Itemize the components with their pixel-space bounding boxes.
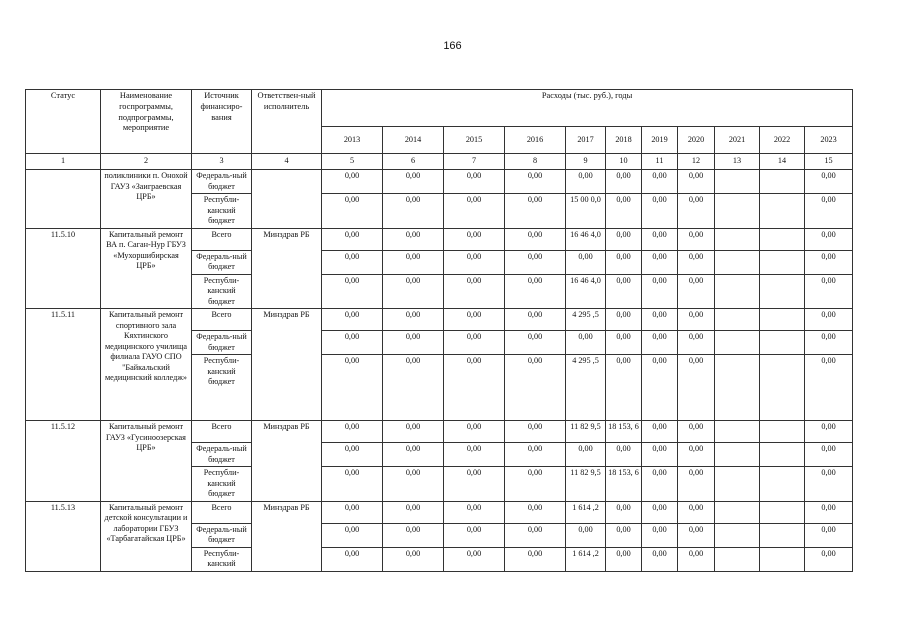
expense-value-cell bbox=[715, 194, 760, 229]
funding-source-cell: Федераль-ный бюджет bbox=[192, 443, 252, 467]
expense-value-cell bbox=[715, 250, 760, 274]
expense-value-cell: 0,00 bbox=[322, 355, 383, 421]
expense-value-cell: 0,00 bbox=[606, 194, 642, 229]
budget-table bbox=[25, 89, 853, 572]
expense-value-cell: 0,00 bbox=[322, 501, 383, 523]
expense-value-cell: 0,00 bbox=[642, 194, 678, 229]
expense-value-cell: 0,00 bbox=[678, 547, 715, 571]
table-row bbox=[26, 170, 853, 194]
expense-value-cell: 0,00 bbox=[383, 523, 444, 547]
expense-value-cell bbox=[715, 421, 760, 443]
expense-value-cell: 0,00 bbox=[444, 274, 505, 309]
expense-value-cell: 0,00 bbox=[678, 523, 715, 547]
expense-value-cell bbox=[760, 170, 805, 194]
expense-value-cell: 0,00 bbox=[678, 443, 715, 467]
header-year: 2018 bbox=[606, 127, 642, 154]
expense-value-cell: 4 295 ,5 bbox=[566, 309, 606, 331]
column-number: 2 bbox=[101, 154, 192, 170]
status-cell bbox=[26, 170, 101, 229]
expense-value-cell: 0,00 bbox=[805, 467, 853, 502]
expense-value-cell: 0,00 bbox=[805, 309, 853, 331]
expense-value-cell bbox=[715, 274, 760, 309]
column-number: 6 bbox=[383, 154, 444, 170]
expense-value-cell: 0,00 bbox=[678, 467, 715, 502]
expense-value-cell: 0,00 bbox=[642, 467, 678, 502]
expense-value-cell: 0,00 bbox=[642, 355, 678, 421]
header-executor: Ответствен-ный исполнитель bbox=[252, 90, 322, 154]
expense-value-cell: 0,00 bbox=[606, 250, 642, 274]
expense-value-cell: 0,00 bbox=[444, 250, 505, 274]
expense-value-cell: 0,00 bbox=[805, 170, 853, 194]
expense-value-cell: 0,00 bbox=[505, 170, 566, 194]
expense-value-cell bbox=[715, 523, 760, 547]
column-number: 9 bbox=[566, 154, 606, 170]
expense-value-cell: 0,00 bbox=[805, 355, 853, 421]
expense-value-cell bbox=[715, 170, 760, 194]
expense-value-cell: 0,00 bbox=[606, 501, 642, 523]
header-year: 2017 bbox=[566, 127, 606, 154]
expense-value-cell: 0,00 bbox=[805, 250, 853, 274]
expense-value-cell: 0,00 bbox=[642, 547, 678, 571]
funding-source-cell: Республи-канский бюджет bbox=[192, 194, 252, 229]
expense-value-cell: 0,00 bbox=[566, 250, 606, 274]
header-year: 2014 bbox=[383, 127, 444, 154]
expense-value-cell: 0,00 bbox=[383, 501, 444, 523]
expense-value-cell bbox=[760, 355, 805, 421]
header-status: Статус bbox=[26, 90, 101, 154]
expense-value-cell: 0,00 bbox=[606, 331, 642, 355]
expense-value-cell bbox=[715, 547, 760, 571]
expense-value-cell: 0,00 bbox=[383, 331, 444, 355]
column-number: 15 bbox=[805, 154, 853, 170]
expense-value-cell: 0,00 bbox=[444, 331, 505, 355]
expense-value-cell: 0,00 bbox=[383, 421, 444, 443]
expense-value-cell: 16 46 4,0 bbox=[566, 228, 606, 250]
expense-value-cell: 0,00 bbox=[606, 309, 642, 331]
expense-value-cell: 0,00 bbox=[805, 443, 853, 467]
expense-value-cell: 0,00 bbox=[505, 443, 566, 467]
expense-value-cell: 0,00 bbox=[642, 331, 678, 355]
funding-source-cell: Федераль-ный бюджет bbox=[192, 331, 252, 355]
expense-value-cell: 0,00 bbox=[642, 228, 678, 250]
expense-value-cell: 0,00 bbox=[678, 331, 715, 355]
expense-value-cell: 18 153, 6 bbox=[606, 467, 642, 502]
expense-value-cell bbox=[760, 331, 805, 355]
expense-value-cell: 0,00 bbox=[444, 501, 505, 523]
expense-value-cell: 0,00 bbox=[383, 228, 444, 250]
expense-value-cell: 0,00 bbox=[505, 309, 566, 331]
expense-value-cell: 0,00 bbox=[642, 421, 678, 443]
expense-value-cell: 0,00 bbox=[322, 194, 383, 229]
expense-value-cell: 0,00 bbox=[805, 228, 853, 250]
header-year: 2022 bbox=[760, 127, 805, 154]
expense-value-cell: 0,00 bbox=[444, 228, 505, 250]
expense-value-cell: 0,00 bbox=[566, 170, 606, 194]
header-year: 2016 bbox=[505, 127, 566, 154]
header-year: 2023 bbox=[805, 127, 853, 154]
column-number: 5 bbox=[322, 154, 383, 170]
executor-cell: Минздрав РБ bbox=[252, 501, 322, 571]
column-number: 14 bbox=[760, 154, 805, 170]
expense-value-cell bbox=[715, 355, 760, 421]
expense-value-cell: 0,00 bbox=[322, 170, 383, 194]
funding-source-cell: Республи-канский бюджет bbox=[192, 467, 252, 502]
status-cell: 11.5.10 bbox=[26, 228, 101, 309]
table-row bbox=[26, 501, 853, 523]
expense-value-cell: 0,00 bbox=[805, 274, 853, 309]
column-number: 11 bbox=[642, 154, 678, 170]
expense-value-cell bbox=[760, 501, 805, 523]
executor-cell: Минздрав РБ bbox=[252, 309, 322, 421]
expense-value-cell: 0,00 bbox=[383, 170, 444, 194]
expense-value-cell: 0,00 bbox=[444, 547, 505, 571]
expense-value-cell: 0,00 bbox=[383, 467, 444, 502]
expense-value-cell: 0,00 bbox=[505, 547, 566, 571]
measure-name-cell: Капитальный ремонт ГАУЗ «Гусиноозерская ЦРБ» bbox=[101, 421, 192, 502]
expense-value-cell: 0,00 bbox=[606, 547, 642, 571]
expense-value-cell: 0,00 bbox=[642, 309, 678, 331]
header-name: Наименование госпрограммы, подпрограммы, мероприятие bbox=[101, 90, 192, 154]
expense-value-cell: 1 614 ,2 bbox=[566, 547, 606, 571]
table-row bbox=[26, 228, 853, 250]
measure-name-cell: Капитальный ремонт ВА п. Саган-Нур ГБУЗ «Мухоршибирская ЦРБ» bbox=[101, 228, 192, 309]
funding-source-cell: Федераль-ный бюджет bbox=[192, 250, 252, 274]
expense-value-cell: 0,00 bbox=[505, 421, 566, 443]
expense-value-cell: 0,00 bbox=[444, 309, 505, 331]
expense-value-cell: 0,00 bbox=[383, 194, 444, 229]
expense-value-cell: 0,00 bbox=[566, 331, 606, 355]
table-row bbox=[26, 309, 853, 331]
expense-value-cell: 0,00 bbox=[642, 501, 678, 523]
expense-value-cell: 0,00 bbox=[678, 355, 715, 421]
executor-cell: Минздрав РБ bbox=[252, 228, 322, 309]
header-year: 2019 bbox=[642, 127, 678, 154]
expense-value-cell: 0,00 bbox=[805, 501, 853, 523]
funding-source-cell: Всего bbox=[192, 501, 252, 523]
expense-value-cell: 0,00 bbox=[444, 421, 505, 443]
expense-value-cell: 0,00 bbox=[606, 228, 642, 250]
expense-value-cell: 0,00 bbox=[505, 355, 566, 421]
expense-value-cell: 0,00 bbox=[505, 331, 566, 355]
expense-value-cell: 0,00 bbox=[642, 170, 678, 194]
expense-value-cell: 0,00 bbox=[444, 194, 505, 229]
measure-name-cell: Капитальный ремонт спортивного зала Кяхтинского медицинского училища филиала ГАУО СПО "Байкальский медицинский колледж» bbox=[101, 309, 192, 421]
expense-value-cell: 0,00 bbox=[678, 194, 715, 229]
expense-value-cell bbox=[760, 250, 805, 274]
expense-value-cell bbox=[760, 194, 805, 229]
expense-value-cell: 0,00 bbox=[642, 274, 678, 309]
expense-value-cell bbox=[760, 421, 805, 443]
expense-value-cell: 0,00 bbox=[322, 250, 383, 274]
expense-value-cell: 0,00 bbox=[505, 228, 566, 250]
expense-value-cell: 4 295 ,5 bbox=[566, 355, 606, 421]
status-cell: 11.5.11 bbox=[26, 309, 101, 421]
expense-value-cell bbox=[760, 274, 805, 309]
expense-value-cell: 0,00 bbox=[566, 523, 606, 547]
expense-value-cell: 11 82 9,5 bbox=[566, 467, 606, 502]
header-year: 2020 bbox=[678, 127, 715, 154]
expense-value-cell: 0,00 bbox=[322, 547, 383, 571]
column-number: 1 bbox=[26, 154, 101, 170]
expense-value-cell: 0,00 bbox=[678, 274, 715, 309]
expense-value-cell: 0,00 bbox=[678, 421, 715, 443]
expense-value-cell: 0,00 bbox=[322, 467, 383, 502]
expense-value-cell: 0,00 bbox=[505, 194, 566, 229]
status-cell: 11.5.13 bbox=[26, 501, 101, 571]
expense-value-cell: 0,00 bbox=[505, 467, 566, 502]
expense-value-cell: 0,00 bbox=[566, 443, 606, 467]
expense-value-cell: 0,00 bbox=[444, 355, 505, 421]
expense-value-cell: 0,00 bbox=[383, 250, 444, 274]
expense-value-cell: 0,00 bbox=[383, 547, 444, 571]
expense-value-cell bbox=[715, 331, 760, 355]
expense-value-cell: 0,00 bbox=[444, 443, 505, 467]
expense-value-cell: 0,00 bbox=[383, 309, 444, 331]
expense-value-cell: 0,00 bbox=[606, 355, 642, 421]
expense-value-cell: 1 614 ,2 bbox=[566, 501, 606, 523]
expense-value-cell bbox=[715, 228, 760, 250]
executor-cell: Минздрав РБ bbox=[252, 421, 322, 502]
funding-source-cell: Федераль-ный бюджет bbox=[192, 170, 252, 194]
expense-value-cell: 0,00 bbox=[322, 523, 383, 547]
column-number: 4 bbox=[252, 154, 322, 170]
expense-value-cell: 0,00 bbox=[805, 523, 853, 547]
expense-value-cell bbox=[760, 309, 805, 331]
column-number: 10 bbox=[606, 154, 642, 170]
expense-value-cell: 0,00 bbox=[505, 501, 566, 523]
measure-name-cell: поликлиники п. Онохой ГАУЗ «Заиграевская ЦРБ» bbox=[101, 170, 192, 229]
table-row bbox=[26, 421, 853, 443]
expense-value-cell bbox=[760, 443, 805, 467]
expense-value-cell: 11 82 9,5 bbox=[566, 421, 606, 443]
expense-value-cell: 0,00 bbox=[678, 250, 715, 274]
header-year: 2021 bbox=[715, 127, 760, 154]
expense-value-cell: 0,00 bbox=[642, 250, 678, 274]
expense-value-cell: 0,00 bbox=[383, 443, 444, 467]
expense-value-cell: 0,00 bbox=[322, 309, 383, 331]
expense-value-cell: 0,00 bbox=[678, 170, 715, 194]
expense-value-cell bbox=[760, 547, 805, 571]
expense-value-cell bbox=[760, 523, 805, 547]
expense-value-cell: 0,00 bbox=[805, 421, 853, 443]
expense-value-cell: 0,00 bbox=[805, 547, 853, 571]
expense-value-cell: 0,00 bbox=[678, 501, 715, 523]
expense-value-cell bbox=[715, 467, 760, 502]
expense-value-cell: 0,00 bbox=[505, 274, 566, 309]
page-number: 166 bbox=[443, 40, 462, 52]
expense-value-cell: 0,00 bbox=[322, 331, 383, 355]
expense-value-cell: 15 00 0,0 bbox=[566, 194, 606, 229]
header-year: 2015 bbox=[444, 127, 505, 154]
column-number: 7 bbox=[444, 154, 505, 170]
expense-value-cell bbox=[760, 467, 805, 502]
expense-value-cell: 0,00 bbox=[642, 523, 678, 547]
column-number: 8 bbox=[505, 154, 566, 170]
measure-name-cell: Капитальный ремонт детской консультации и лаборатории ГБУЗ «Тарбагатайская ЦРБ» bbox=[101, 501, 192, 571]
funding-source-cell: Федераль-ный бюджет bbox=[192, 523, 252, 547]
expense-value-cell: 0,00 bbox=[505, 250, 566, 274]
expense-value-cell: 0,00 bbox=[444, 467, 505, 502]
funding-source-cell: Республи-канский bbox=[192, 547, 252, 571]
expense-value-cell: 0,00 bbox=[606, 443, 642, 467]
expense-value-cell: 0,00 bbox=[606, 170, 642, 194]
status-cell: 11.5.12 bbox=[26, 421, 101, 502]
expense-value-cell: 0,00 bbox=[678, 228, 715, 250]
expense-value-cell: 0,00 bbox=[322, 443, 383, 467]
header-year: 2013 bbox=[322, 127, 383, 154]
funding-source-cell: Республи-канский бюджет bbox=[192, 274, 252, 309]
column-number: 3 bbox=[192, 154, 252, 170]
expense-value-cell: 0,00 bbox=[642, 443, 678, 467]
header-row-main bbox=[26, 90, 853, 127]
expense-value-cell: 0,00 bbox=[805, 331, 853, 355]
expense-value-cell bbox=[715, 443, 760, 467]
expense-value-cell: 16 46 4,0 bbox=[566, 274, 606, 309]
expense-value-cell: 0,00 bbox=[805, 194, 853, 229]
funding-source-cell: Всего bbox=[192, 421, 252, 443]
funding-source-cell: Всего bbox=[192, 228, 252, 250]
expense-value-cell: 0,00 bbox=[444, 523, 505, 547]
column-number: 13 bbox=[715, 154, 760, 170]
header-expenses: Расходы (тыс. руб.), годы bbox=[322, 90, 853, 127]
expense-value-cell: 0,00 bbox=[678, 309, 715, 331]
expense-value-cell: 0,00 bbox=[322, 274, 383, 309]
column-number: 12 bbox=[678, 154, 715, 170]
expense-value-cell bbox=[760, 228, 805, 250]
expense-value-cell bbox=[715, 501, 760, 523]
expense-value-cell: 0,00 bbox=[606, 523, 642, 547]
expense-value-cell: 0,00 bbox=[383, 274, 444, 309]
funding-source-cell: Республи-канский бюджет bbox=[192, 355, 252, 421]
expense-value-cell: 0,00 bbox=[322, 228, 383, 250]
header-source: Источник финансиро-вания bbox=[192, 90, 252, 154]
executor-cell bbox=[252, 170, 322, 229]
expense-value-cell: 0,00 bbox=[383, 355, 444, 421]
expense-value-cell: 0,00 bbox=[322, 421, 383, 443]
column-numbers-row bbox=[26, 154, 853, 170]
expense-value-cell: 18 153, 6 bbox=[606, 421, 642, 443]
expense-value-cell: 0,00 bbox=[444, 170, 505, 194]
expense-value-cell bbox=[715, 309, 760, 331]
expense-value-cell: 0,00 bbox=[505, 523, 566, 547]
expense-value-cell: 0,00 bbox=[606, 274, 642, 309]
funding-source-cell: Всего bbox=[192, 309, 252, 331]
